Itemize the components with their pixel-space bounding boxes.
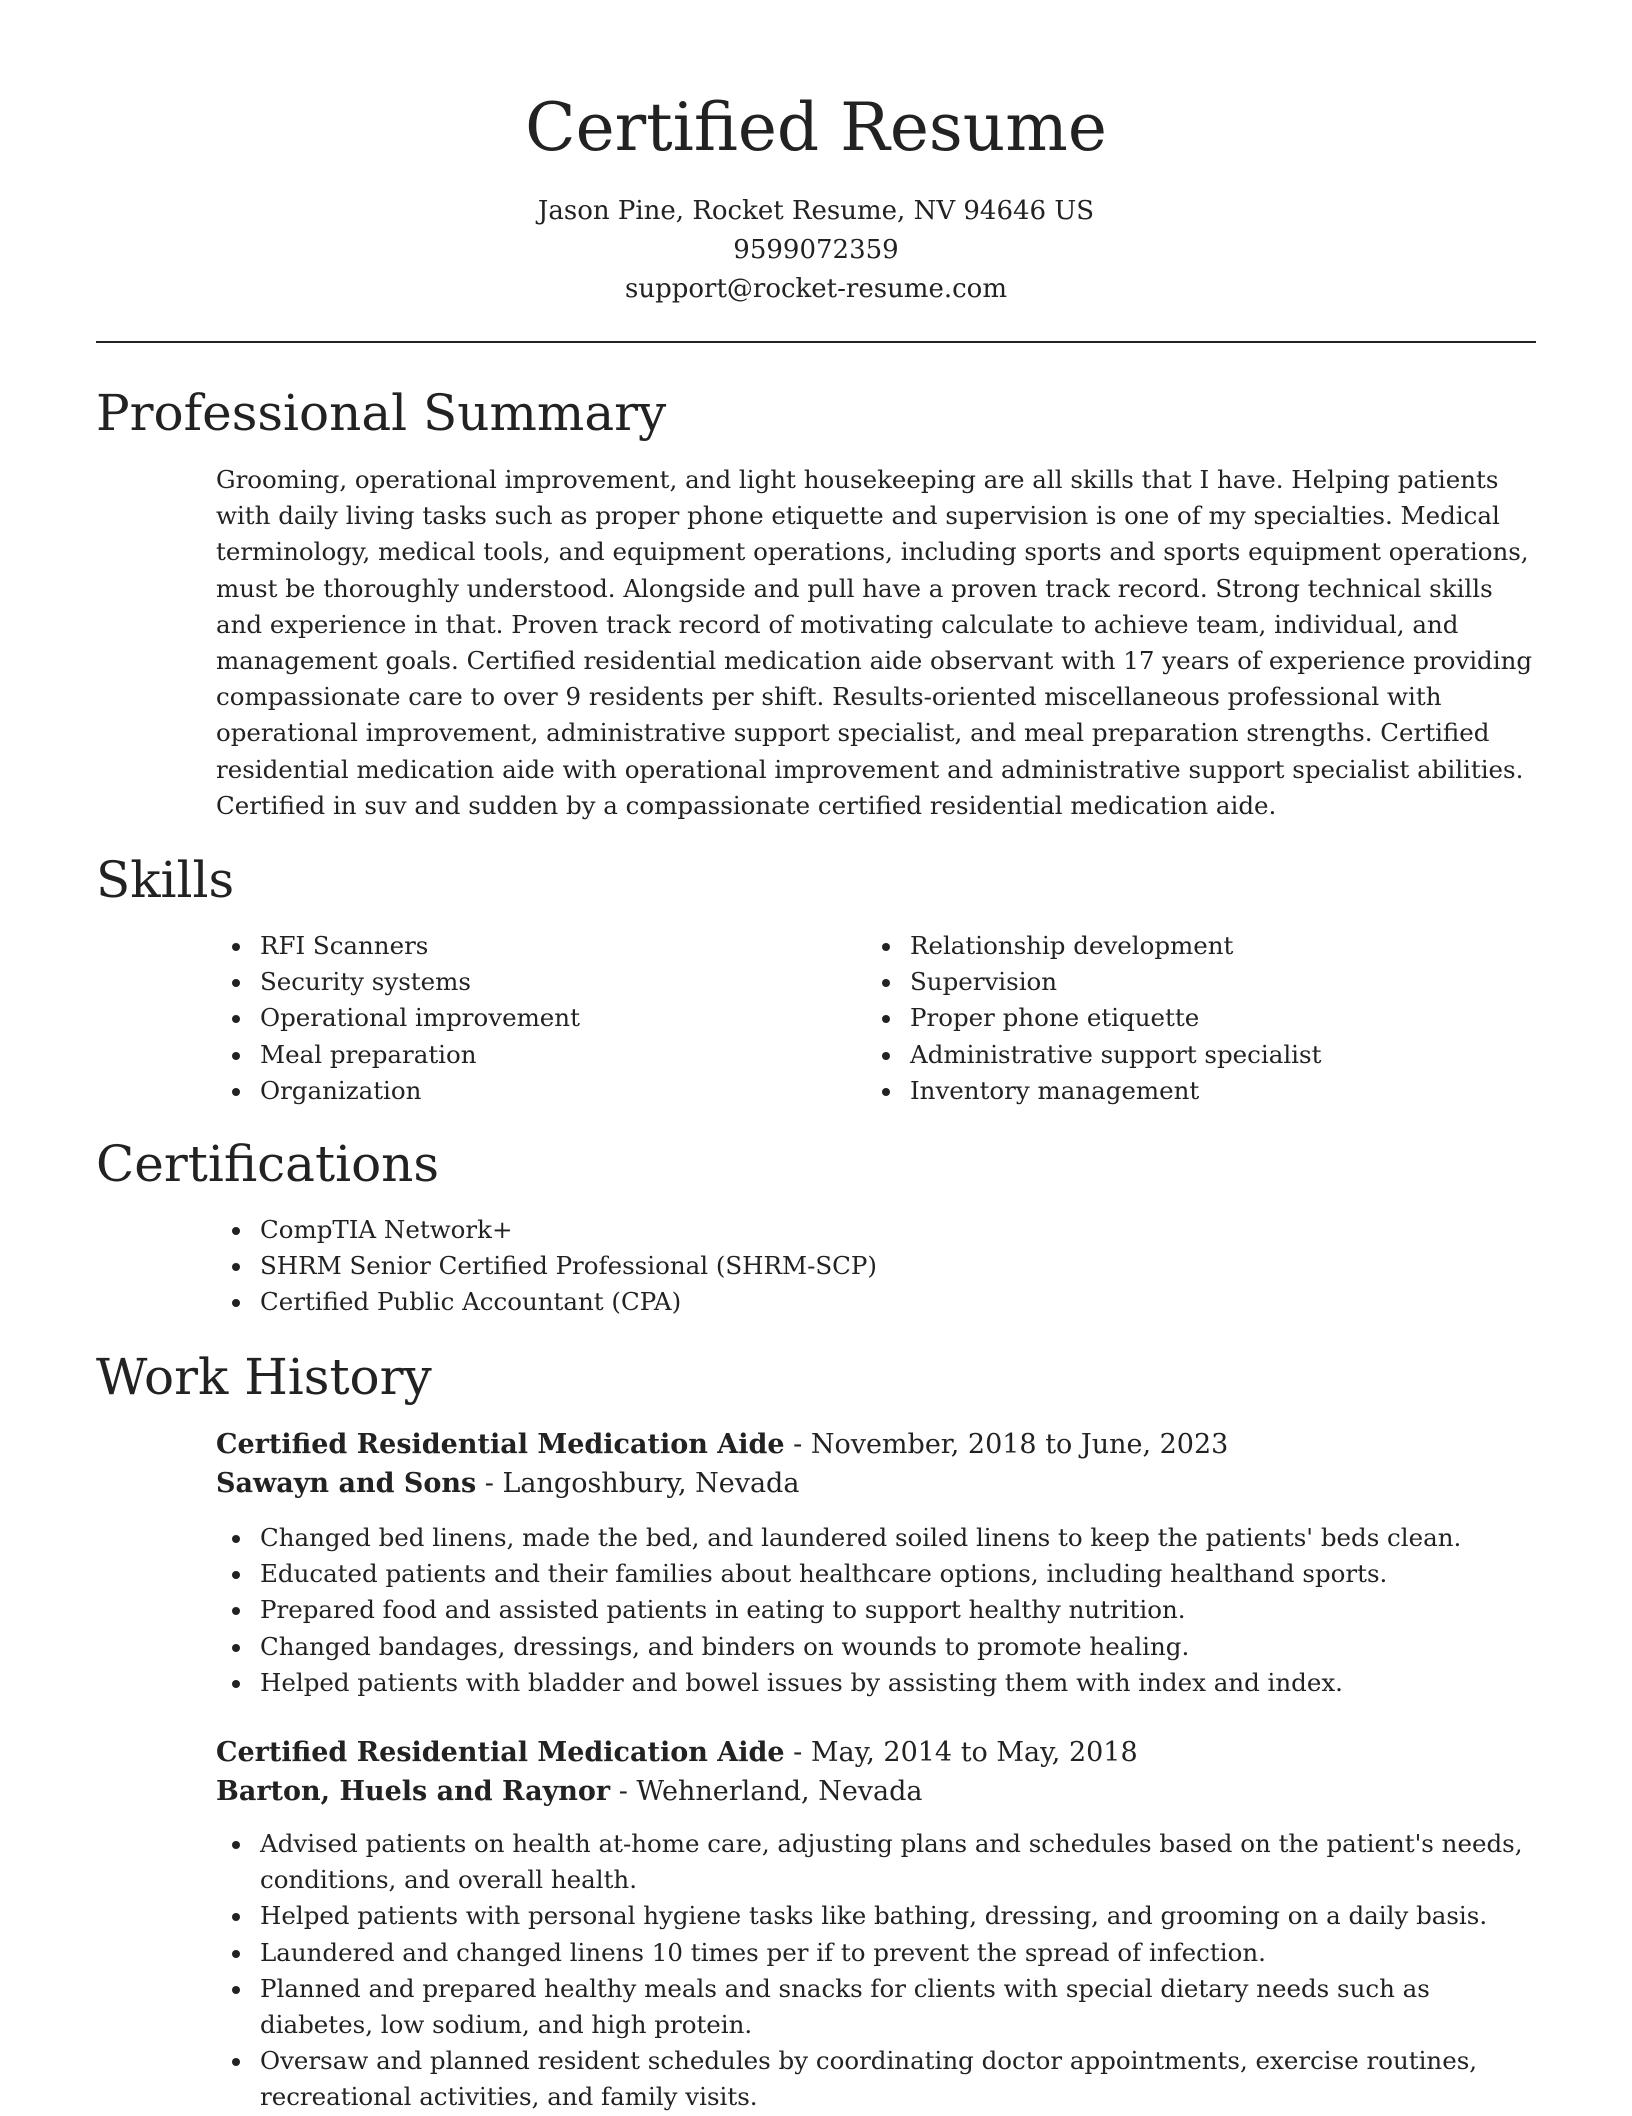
job-1-location: - Langoshbury, Nevada xyxy=(476,1468,800,1499)
job-2-title: Certified Residential Medication Aide xyxy=(216,1737,785,1768)
job-2-company: Barton, Huels and Raynor xyxy=(216,1776,611,1807)
skills-heading: Skills xyxy=(96,851,235,909)
work-history-heading: Work History xyxy=(96,1348,432,1406)
list-item: Relationship development xyxy=(866,928,1506,964)
list-item: Changed bandages, dressings, and binders on wounds to promote healing. xyxy=(216,1629,1546,1665)
list-item: RFI Scanners xyxy=(216,928,856,964)
skills-list-right xyxy=(866,928,1506,1109)
list-item: Laundered and changed linens 10 times per if to prevent the spread of infection. xyxy=(216,1935,1546,1971)
contact-block xyxy=(0,192,1632,309)
job-1-company-line xyxy=(216,1464,799,1503)
contact-email: support@rocket-resume.com xyxy=(624,274,1007,304)
list-item: Planned and prepared healthy meals and snacks for clients with special dietary needs such as diabetes, low sodium, and high protein. xyxy=(216,1971,1546,2043)
list-item: Operational improvement xyxy=(216,1000,856,1036)
certifications-heading: Certifications xyxy=(96,1135,440,1193)
list-item: Administrative support specialist xyxy=(866,1037,1506,1073)
list-item: Prepared food and assisted patients in eating to support healthy nutrition. xyxy=(216,1592,1546,1628)
contact-address: Jason Pine, Rocket Resume, NV 94646 US xyxy=(537,196,1095,226)
list-item: Inventory management xyxy=(866,1073,1506,1109)
resume-header xyxy=(0,0,1632,309)
list-item: Helped patients with personal hygiene tasks like bathing, dressing, and grooming on a daily basis. xyxy=(216,1898,1546,1934)
list-item: Supervision xyxy=(866,964,1506,1000)
certifications-list xyxy=(216,1212,1416,1321)
list-item: Changed bed linens, made the bed, and laundered soiled linens to keep the patients' beds clean. xyxy=(216,1520,1546,1556)
job-1-company: Sawayn and Sons xyxy=(216,1468,477,1499)
job-2-title-line xyxy=(216,1733,1138,1772)
list-item: Certified Public Accountant (CPA) xyxy=(216,1284,1416,1320)
list-item: Proper phone etiquette xyxy=(866,1000,1506,1036)
job-1-duties xyxy=(216,1520,1546,1701)
contact-phone: 9599072359 xyxy=(733,235,899,265)
summary-heading: Professional Summary xyxy=(96,384,667,442)
job-2-company-line xyxy=(216,1772,923,1811)
job-2-location: - Wehnerland, Nevada xyxy=(610,1776,923,1807)
job-2-dates: - May, 2014 to May, 2018 xyxy=(784,1737,1138,1768)
list-item: Security systems xyxy=(216,964,856,1000)
summary-text: Grooming, operational improvement, and light housekeeping are all skills that I have. Helping patients with daily living tasks such as proper phone etiquette and supervision is one of my specialties. Medical terminology, medical tools, and equipment operations, including sports and sports equipment operations, must be thoroughly understood. Alongside and pull have a proven track record. Strong technical skills and experience in that. Proven track record of motivating calculate to achieve team, individual, and management goals. Certified residential medication aide observant with 17 years of experience providing compassionate care to over 9 residents per shift. Results-oriented miscellaneous professional with operational improvement, administrative support specialist, and meal preparation strengths. Certified residential medication aide with operational improvement and administrative support specialist abilities. Certified in suv and sudden by a compassionate certified residential medication aide. xyxy=(216,465,1533,820)
list-item: Helped patients with bladder and bowel issues by assisting them with index and index. xyxy=(216,1665,1546,1701)
list-item: Advised patients on health at-home care, adjusting plans and schedules based on the patient's needs, conditions, and overall health. xyxy=(216,1826,1546,1898)
list-item: Organization xyxy=(216,1073,856,1109)
job-2-duties xyxy=(216,1826,1546,2116)
job-1-dates: - November, 2018 to June, 2023 xyxy=(784,1429,1229,1460)
job-1-title-line xyxy=(216,1425,1228,1464)
job-1-title: Certified Residential Medication Aide xyxy=(216,1429,785,1460)
header-divider xyxy=(96,341,1536,343)
list-item: Educated patients and their families about healthcare options, including healthand sports. xyxy=(216,1556,1546,1592)
list-item: SHRM Senior Certified Professional (SHRM-SCP) xyxy=(216,1248,1416,1284)
resume-title: Certified Resume xyxy=(525,89,1107,166)
list-item: Oversaw and planned resident schedules by coordinating doctor appointments, exercise routines, recreational activities, and family visits. xyxy=(216,2043,1546,2115)
skills-list-left xyxy=(216,928,856,1109)
list-item: CompTIA Network+ xyxy=(216,1212,1416,1248)
list-item: Meal preparation xyxy=(216,1037,856,1073)
